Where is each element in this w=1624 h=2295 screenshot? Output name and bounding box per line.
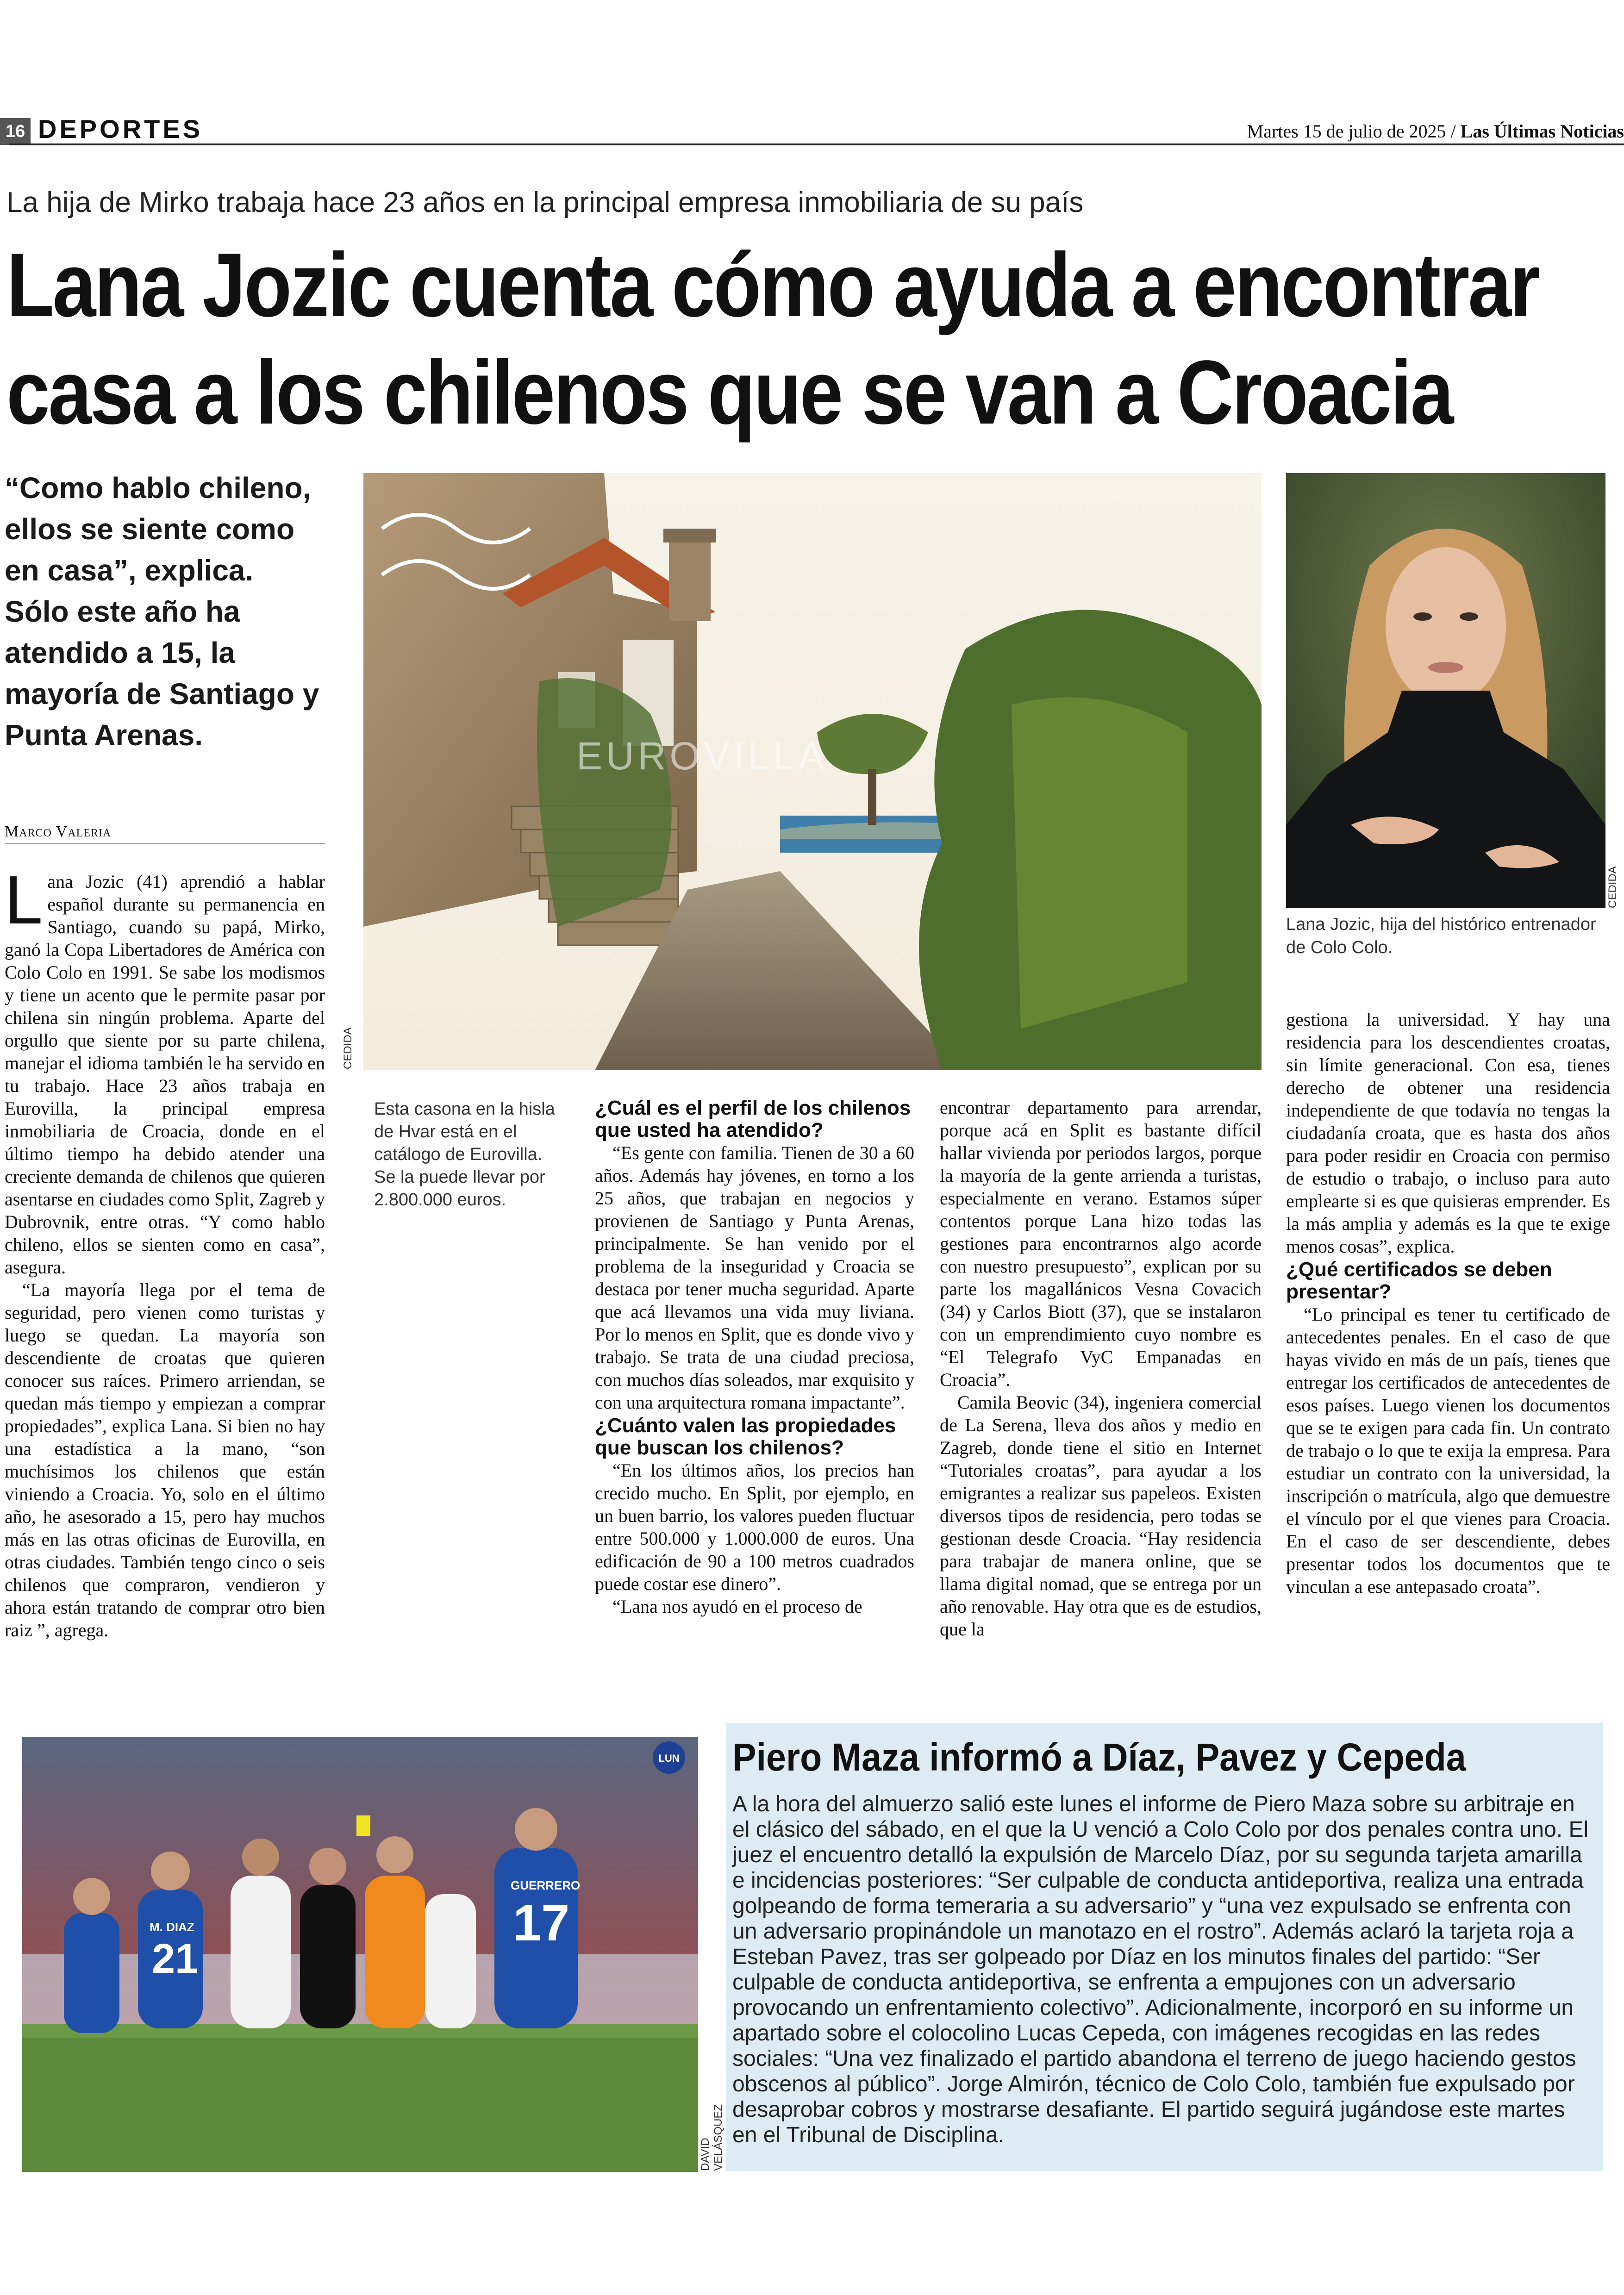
section-name: DEPORTES [38,114,203,143]
drop-cap: L [5,862,43,938]
paragraph: “Lana nos ayudó en el proceso de [612,1596,862,1617]
player-number: 17 [513,1895,570,1952]
article-column-2 [595,1096,914,1618]
interview-question: ¿Cuánto valen las propiedades que buscan los chilenos? [595,1414,896,1459]
photo-credit: CEDIDA [342,1027,354,1069]
article-column-1 [5,862,325,1641]
paragraph: gestiona la universidad. Y hay una residencia para los descendientes croatas, sin límite generacional. Con esa, tienes derecho de obtener una residencia independiente de que todavía no tengas la ciudadanía croata, que es hasta dos años para poder residir en Croacia con permiso de estudio o trabajo, o incluso para auto emplearte si es que quisieras emprender. Es la más amplia y además es la que te exige menos cosas”, explica. [1286,1009,1610,1257]
page-number: 16 [0,118,31,145]
photo-caption: Esta casona en la hisla de Hvar está en el catálogo de Eurovilla. Se la puede llevar por 2.800.000 euros. [374,1099,555,1210]
headline-line-2: casa a los chilenos que se van a Croacia [6,342,1452,443]
football-match-photo [22,1737,698,2172]
paragraph: “En los últimos años, los precios han crecido mucho. En Split, por ejemplo, en un buen barrio, los valores pueden fluctuar entre 500.000 y 1.000.000 de euros. Una edificación de 90 a 100 metros cuadrados puede costar ese dinero”. [595,1460,914,1594]
paragraph: “Lo principal es tener tu certificado de antecedentes penales. En el caso de que hayas vivido en más de un país, tienes que entregar los certificados de antecedentes de esos países. Luego vienen los documentos que se te exigen para cada fin. Un contrato de trabajo o lo que te exija la empresa. Para estudiar un contrato con la universidad, la inscripción o matrícula, algo que demuestre el vínculo por el que vienes para Croacia. En el caso de ser descendiente, debes presentar todos los documentos que te vinculan a ese antepasado croata”. [1286,1304,1610,1597]
interview-question: ¿Qué certificados se deben presentar? [1286,1258,1552,1303]
byline: Marco Valeria [5,823,325,844]
article-column-3 [940,1096,1262,1640]
player-name: M. DIAZ [150,1920,194,1934]
article-headline [6,231,1539,446]
photo-caption: Lana Jozic, hija del histórico entrenador de Colo Colo. [1286,915,1596,957]
article-column-4 [1286,1008,1610,1598]
header-rule [9,143,1624,145]
issue-date: Martes 15 de julio de 2025 [1247,121,1446,142]
article-kicker: La hija de Mirko trabaja hace 23 años en la principal empresa inmobiliaria de su país [6,187,1084,218]
paragraph: “Es gente con familia. Tienen de 30 a 60 años. Además hay jóvenes, en torno a los 25 años, que trabajan en negocios y provienen de Santiago y Punta Arenas, principalmente. Se han venido por el problema de la inseguridad y Croacia se destaca por tener mucha seguridad. Aparte que acá llevamos una vida muy liviana. Por lo menos en Split, que es donde vivo y trabajo. Se trata de una ciudad preciosa, con muchos días soleados, mar exquisito y con una arquitectura romana impactante”. [595,1142,914,1413]
pull-quote: “Como hablo chileno, ellos se siente como en casa”, explica. Sólo este año ha atendido a 15, la mayoría de Santiago y Punta Arenas. [5,471,319,752]
lun-badge: LUN [658,1752,680,1764]
photo-credit: DAVID VELÁSQUEZ [699,2104,725,2171]
headline-line-1: Lana Jozic cuenta cómo ayuda a encontrar [6,234,1539,336]
interview-question: ¿Cuál es el perfil de los chilenos que usted ha atendido? [595,1097,911,1141]
portrait-photo [1286,473,1605,908]
publication-name[interactable]: Las Últimas Noticias [1460,121,1624,142]
paragraph: “La mayoría llega por el tema de seguridad, pero vienen como turistas y luego se quedan. La mayoría son descendiente de croatas que quieren conocer sus raíces. Primero arriendan, se quedan más tiempo y empiezan a comprar propiedades”, explica Lana. Si bien no hay una estadística a la mano, “son muchísimos los chilenos que están viniendo a Croacia. Yo, solo en el último año, he asesorado a 15, pero hay muchos más en las otras oficinas de Eurovilla, en otras ciudades. También tengo cinco o seis chilenos que compraron, vendieron y ahora están tratando de comprar otro bien raiz ”, agrega. [5,1279,325,1640]
player-name: GUERRERO [511,1878,581,1892]
player-number: 21 [152,1936,199,1982]
photo-credit: CEDIDA [1606,866,1619,908]
date-separator: / [1450,121,1456,142]
paragraph: encontrar departamento para arrendar, porque acá en Split es bastante difícil hallar vivienda por periodos largos, porque la mayoría de la gente arrienda a turistas, especialmente en verano. Estamos súper contentos porque Lana hizo todas las gestiones para encontrarnos algo acorde con nuestro presupuesto”, explican por su parte los magallánicos Vesna Covacich (34) y Carlos Biott (37), que se instalaron con un emprendimiento cuyo nombre es “El Telegrafo VyC Empanadas en Croacia”. [940,1097,1262,1390]
hvar-house-photo [363,473,1262,1070]
date-line [1247,119,1624,143]
paragraph: Lana Jozic (41) aprendió a hablar español durante su permanencia en Santiago, cuando su papá, Mirko, ganó la Copa Libertadores de América con Colo Colo en 1991. Se sabe los modismos y tiene un acento que le permite pasar por chilena sin ningún problema. Aparte del orgullo que siente por su parte chilena, manejar el idioma también le ha servido en tu trabajo. Hace 23 años trabaja en Eurovilla, la principal empresa inmobiliaria de Croacia, donde en el último tiempo ha debido atender una creciente demanda de chilenos que quieren asentarse en ciudades como Split, Zagreb y Dubrovnik, entre otras. “Y como hablo chileno, ellos se sienten como en casa”, asegura. [5,862,325,1278]
paragraph: Camila Beovic (34), ingeniera comercial de La Serena, lleva dos años y medio en Zagreb, donde tiene el sitio en Internet “Tutoriales croatas”, para ayudar a los emigrantes a realizar sus papeleos. Existen diversos tipos de residencia, pero todas se gestionan desde Croacia. “Hay residencia para trabajar de manera online, que se llama digital nomad, que se entrega por un año renovable. Hay otra que es de estudios, que la [940,1392,1262,1640]
sidebar-title: Piero Maza informó a Díaz, Pavez y Cepeda [732,1735,1466,1779]
photo-watermark: EUROVILLA [576,734,828,778]
sidebar-body: A la hora del almuerzo salió este lunes el informe de Piero Maza sobre su arbitraje en el clásico del sábado, en el que la U venció a Colo Colo por dos penales contra uno. El juez el encuentro detalló la expulsión de Marcelo Díaz, por su segunda tarjeta amarilla e incidencias posteriores: “Ser culpable de conducta antideportiva, realiza una entrada golpeando de forma temeraria a su adversario” y “una vez expulsado se enfrenta con un adversario propinándole un manotazo en el rostro”. Además aclaró la tarjeta roja a Esteban Pavez, tras ser golpeado por Díaz en los minutos finales del partido: “Ser culpable de conducta antideportiva, se enfrenta a empujones con un adversario provocando un enfrentamiento colectivo”. Adicionalmente, incorporó en su informe un apartado sobre el colocolino Lucas Cepeda, con imágenes recogidas en las redes sociales: “Una vez finalizado el partido abandona el terreno de juego haciendo gestos obscenos al público”. Jorge Almirón, técnico de Colo Colo, también fue expulsado por desaprobar cobros y mostrarse desafiante. El partido seguirá jugándose este martes en el Tribunal de Disciplina. [732,1792,1589,2147]
